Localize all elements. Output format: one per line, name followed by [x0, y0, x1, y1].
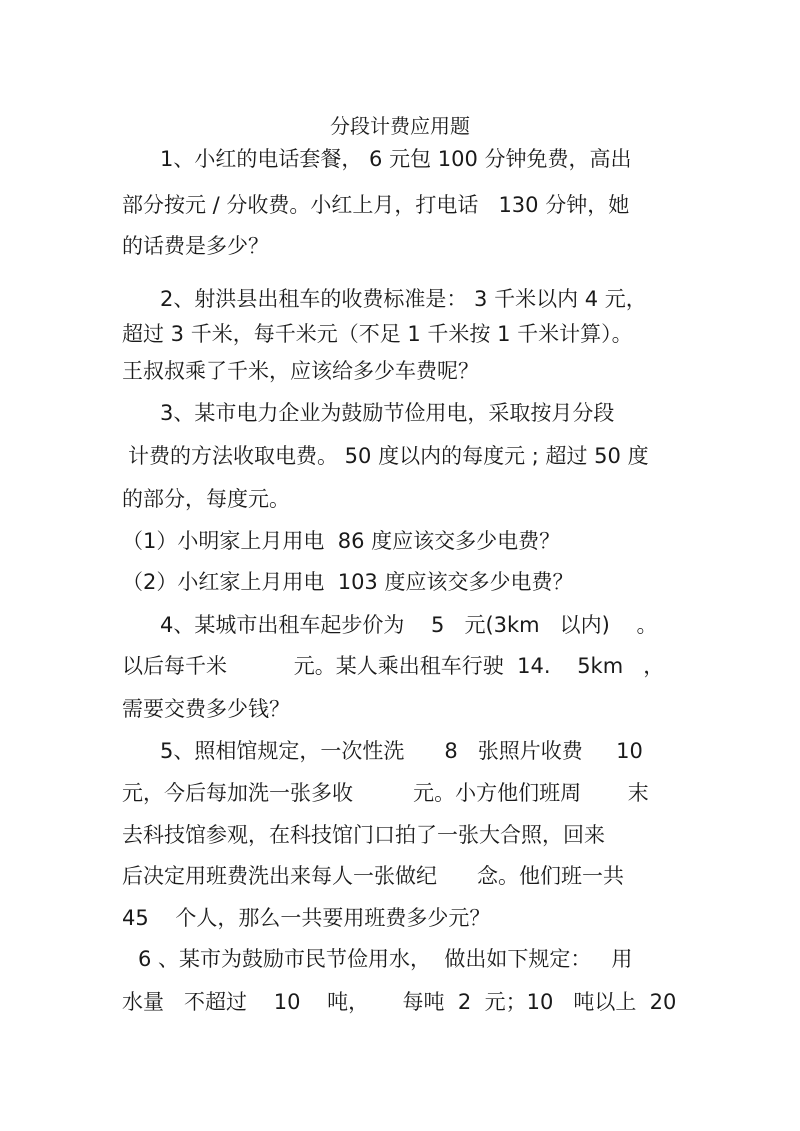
- problem-3-question-1: （1）小明家上月用电 86 度应该交多少电费？: [122, 529, 561, 553]
- problem-4-line-1: 4、某城市出租车起步价为 5 元(3km 以内) 。: [160, 613, 658, 637]
- problem-6-line-2: 水量 不超过 10 吨， 每吨 2 元；10 吨以上 20: [122, 990, 677, 1014]
- problem-3-line-2: 计费的方法收取电费。 50 度以内的每度元 ; 超过 50 度: [128, 444, 649, 468]
- problem-2-line-2: 超过 3 千米，每千米元（不足 1 千米按 1 千米计算）。: [122, 322, 633, 346]
- problem-5-line-4: 后决定用班费洗出来每人一张做纪 念。他们班一共: [122, 864, 625, 888]
- problem-1-line-1: 1、小红的电话套餐， 6 元包 100 分钟免费，高出: [160, 147, 632, 171]
- problem-3-line-1: 3、某市电力企业为鼓励节俭用电，采取按月分段: [160, 401, 615, 425]
- problem-5-line-2: 元，今后每加洗一张多收 元。小方他们班周 末: [122, 781, 649, 805]
- problem-2-line-3: 王叔叔乘了千米，应该给多少车费呢？: [122, 359, 479, 383]
- problem-5-line-1: 5、照相馆规定，一次性洗 8 张照片收费 10: [160, 739, 643, 763]
- problem-4-line-3: 需要交费多少钱？: [122, 697, 290, 721]
- problem-5-line-3: 去科技馆参观，在科技馆门口拍了一张大合照，回来: [122, 823, 605, 847]
- problem-6-line-1: 6 、某市为鼓励市民节俭用水， 做出如下规定： 用: [138, 947, 633, 971]
- problem-5-line-5: 45 个人，那么一共要用班费多少元？: [122, 906, 491, 930]
- problem-3-question-2: （2）小红家上月用电 103 度应该交多少电费？: [122, 570, 574, 594]
- problem-1-line-2: 部分按元 / 分收费。小红上月，打电话 130 分钟，她: [122, 193, 630, 217]
- problem-2-line-1: 2、射洪县出租车的收费标准是： 3 千米以内 4 元，: [160, 287, 647, 311]
- problem-1-line-3: 的话费是多少？: [122, 234, 269, 258]
- problem-4-line-2: 以后每千米 元。某人乘出租车行驶 14. 5km ，: [122, 654, 665, 678]
- problem-3-line-3: 的部分，每度元。: [122, 487, 290, 511]
- page-title: 分段计费应用题: [330, 114, 470, 138]
